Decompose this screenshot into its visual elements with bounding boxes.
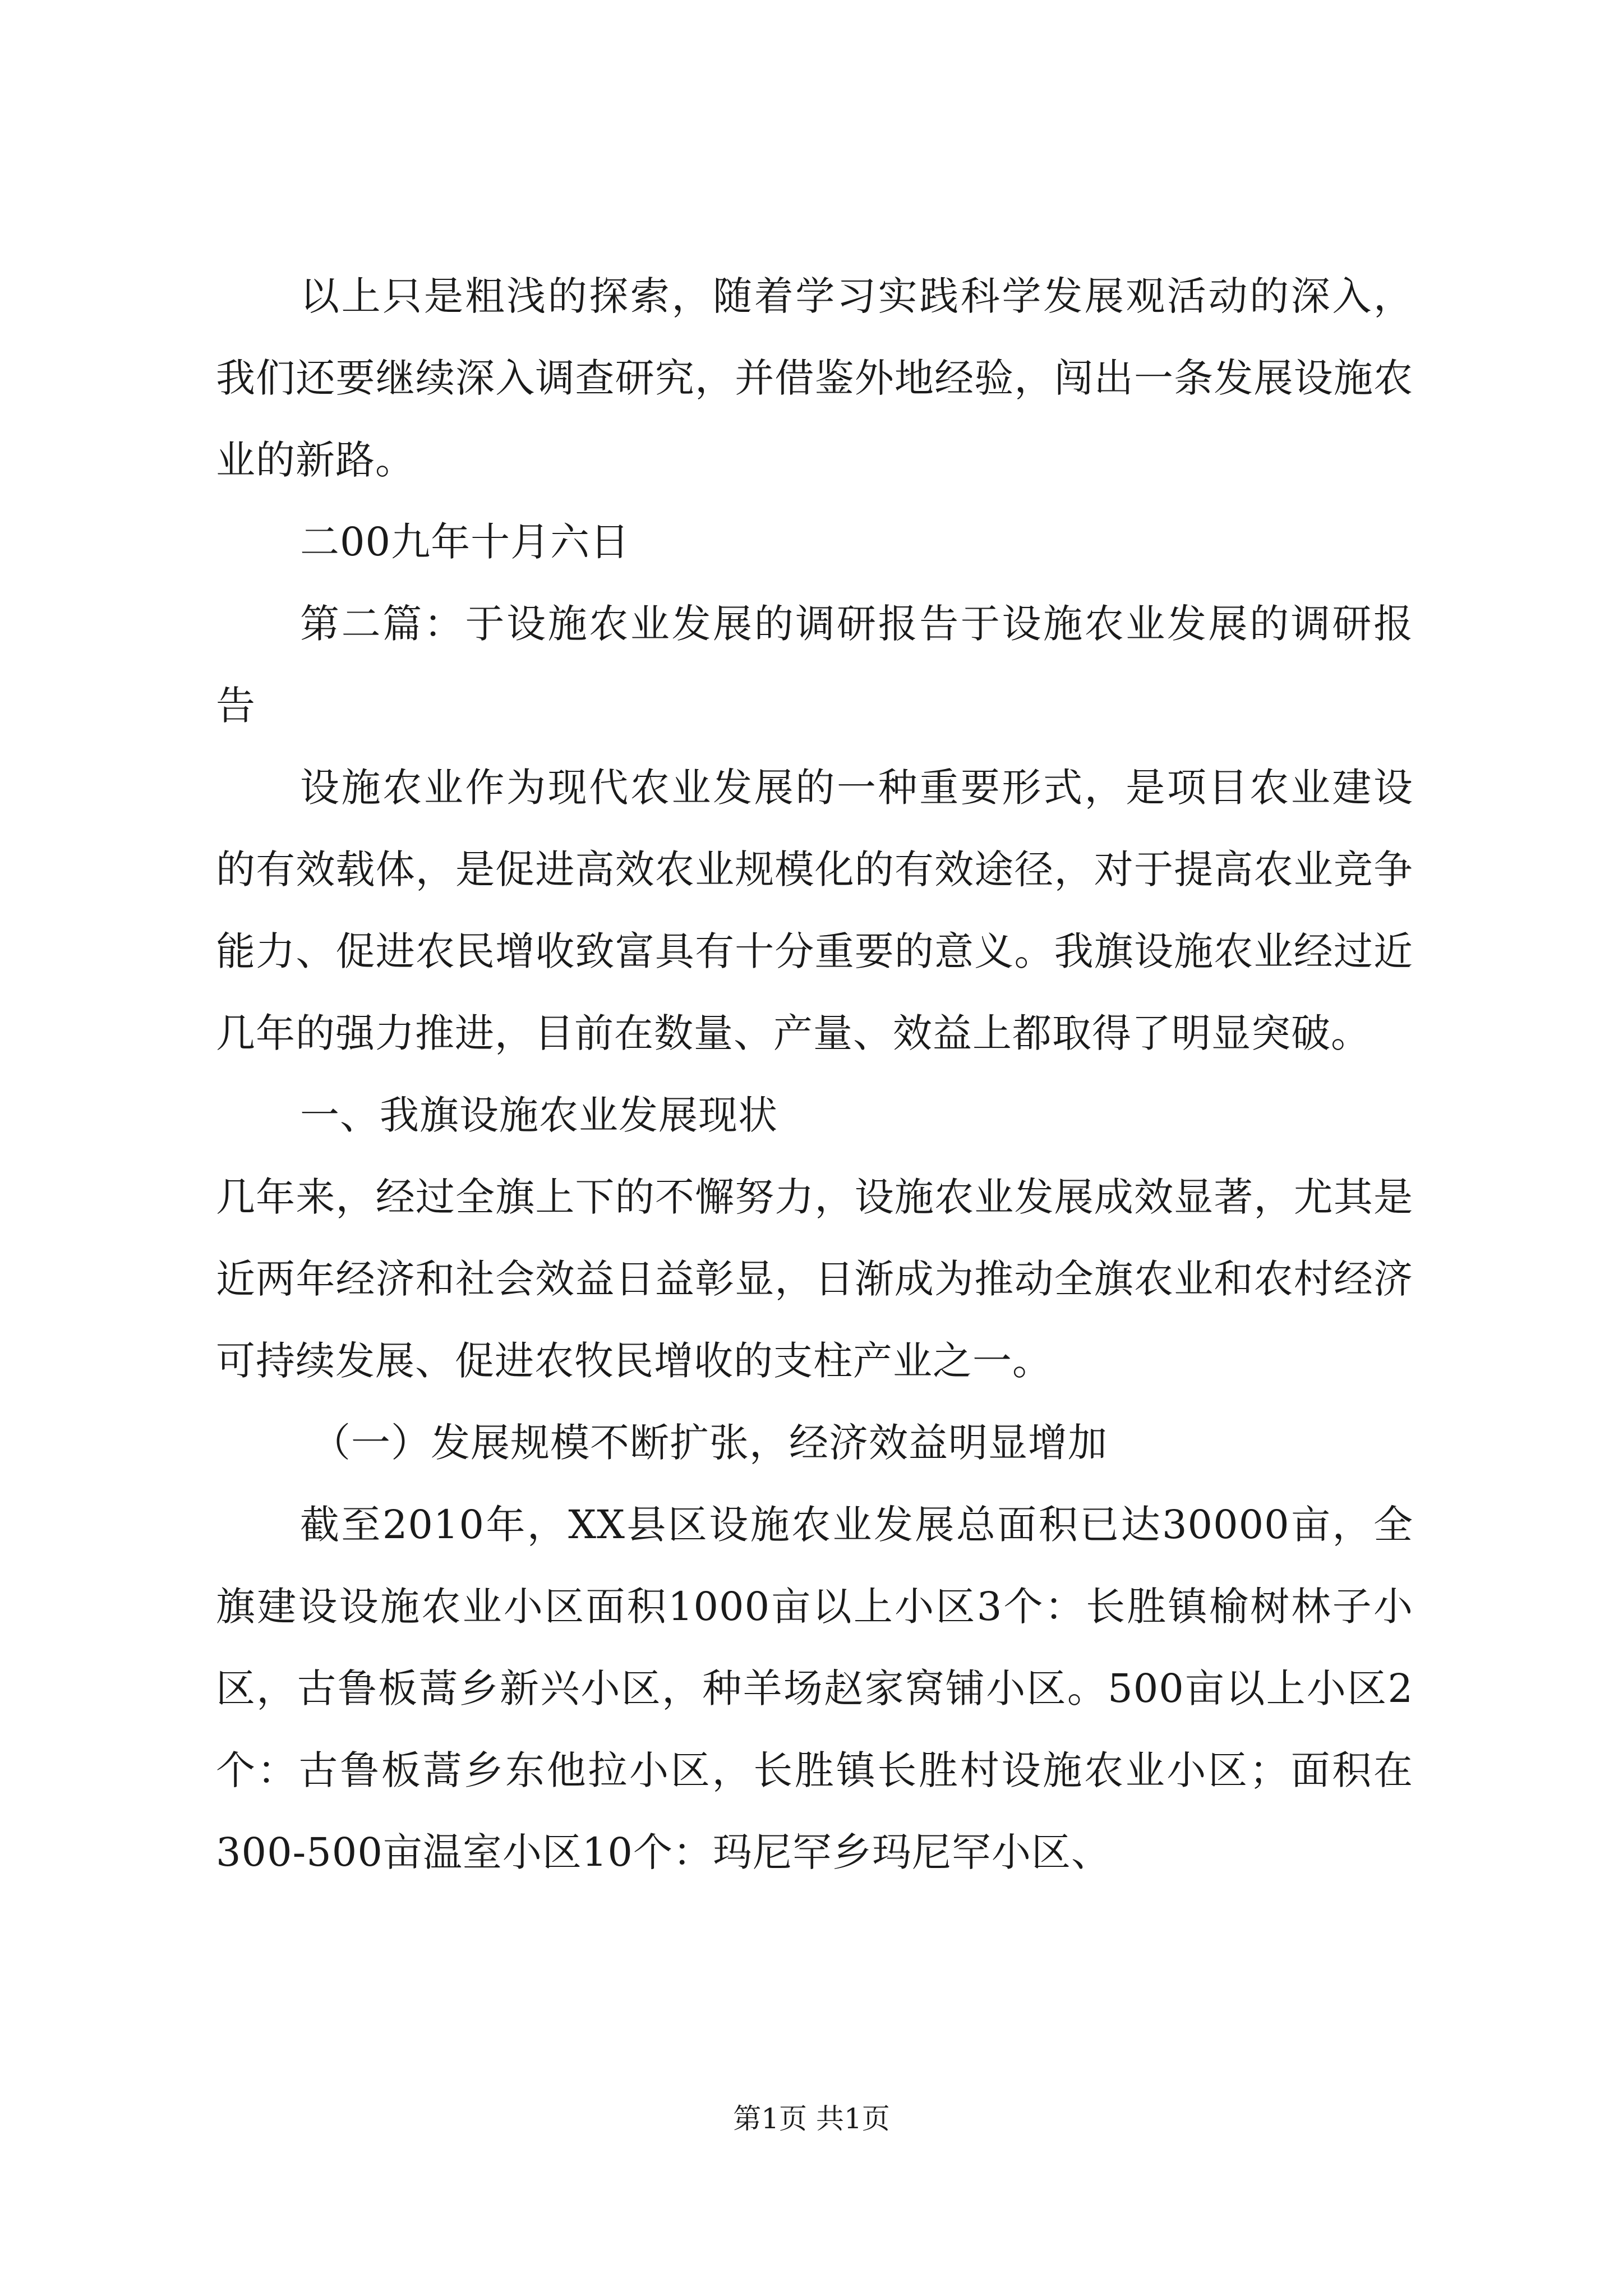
page-footer: 第1页 共1页 [733,2102,890,2135]
paragraph-overview: 几年来，经过全旗上下的不懈努力，设施农业发展成效显著，尤其是近两年经济和社会效益日益彰显，日渐成为推动全旗农业和农村经济可持续发展、促进农牧民增收的支柱产业之一。 [216,1174,1413,1384]
paragraph-date: 二00九年十月六日 [300,519,630,565]
section-title: 第二篇：于设施农业发展的调研报告于设施农业发展的调研报告 [216,601,1413,729]
paragraph-intro: 设施农业作为现代农业发展的一种重要形式，是项目农业建设的有效载体，是促进高效农业规模化的有效途径，对于提高农业竞争能力、促进农民增收致富具有十分重要的意义。我旗设施农业经过近几年的强力推进，目前在数量、产量、效益上都取得了明显突破。 [216,765,1413,1056]
document-body [216,255,1413,1893]
subheading-scale: （一）发展规模不断扩张，经济效益明显增加 [311,1420,1108,1466]
paragraph-conclusion: 以上只是粗浅的探索，随着学习实践科学发展观活动的深入，我们还要继续深入调查研究，并借鉴外地经验，闯出一条发展设施农业的新路。 [216,273,1413,483]
heading-status: 一、我旗设施农业发展现状 [300,1092,778,1138]
paragraph-scale-details: 截至2010年，XX县区设施农业发展总面积已达30000亩，全旗建设设施农业小区面积1000亩以上小区3个：长胜镇榆树林子小区，古鲁板蒿乡新兴小区，种羊场赵家窝铺小区。500亩以上小区2个：古鲁板蒿乡东他拉小区，长胜镇长胜村设施农业小区；面积在300-500亩温室小区10个：玛尼罕乡玛尼罕小区、 [216,1502,1413,1875]
